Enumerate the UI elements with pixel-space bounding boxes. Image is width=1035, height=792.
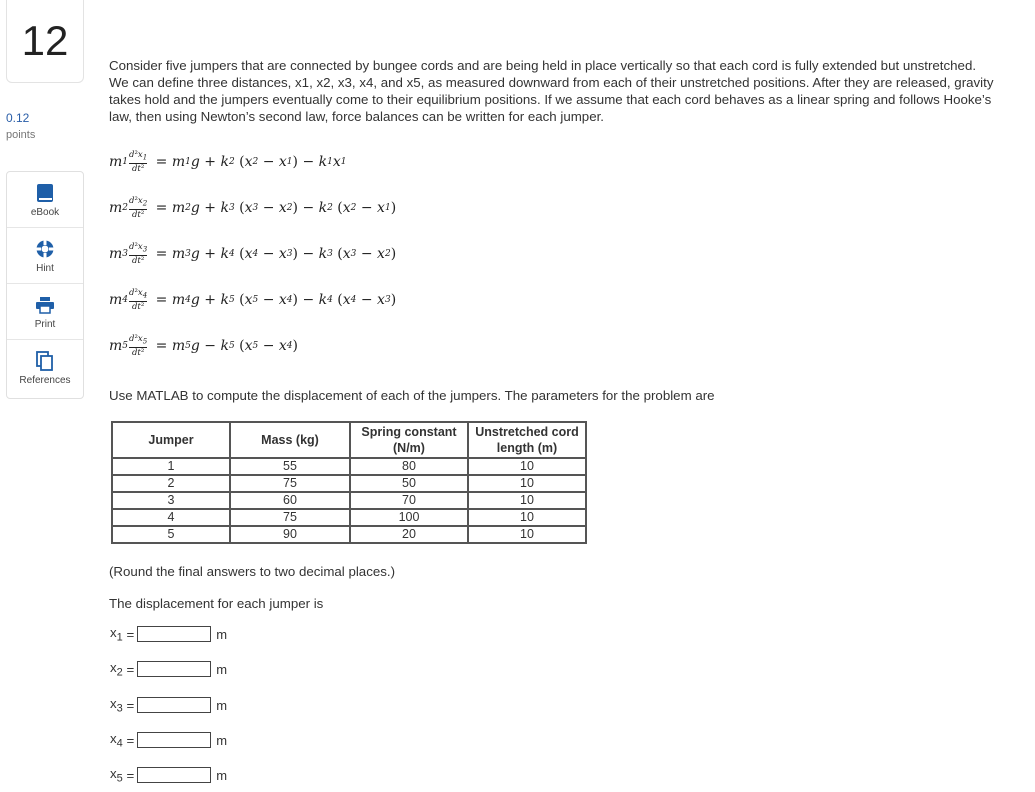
col-spring-header: Spring constant (N/m) bbox=[350, 422, 468, 458]
question-body bbox=[109, 57, 999, 785]
equals-sign: = bbox=[122, 661, 135, 677]
hint-button[interactable] bbox=[7, 228, 83, 284]
table-cell: 55 bbox=[230, 458, 350, 475]
table-cell: 10 bbox=[468, 526, 586, 543]
equals-sign: = bbox=[122, 732, 135, 748]
rounding-note: (Round the final answers to two decimal places.) bbox=[109, 564, 396, 579]
answer-input-x2[interactable] bbox=[137, 661, 211, 677]
table-cell: 100 bbox=[350, 509, 468, 526]
table-cell: 10 bbox=[468, 458, 586, 475]
table-cell: 5 bbox=[112, 526, 230, 543]
tools-panel bbox=[6, 171, 84, 399]
answer-row-x4 bbox=[110, 730, 227, 750]
lifebuoy-icon bbox=[34, 238, 56, 260]
equation-3: m 3 $\frac{d^2x_3}{\text{dt²}}$ = m 3 g + k 4 ( x 4 − x 3 ) − k 3 ( x 3 − x 2 ) bbox=[109, 242, 397, 266]
table-cell: 75 bbox=[230, 475, 350, 492]
answer-input-x5[interactable] bbox=[137, 767, 211, 783]
table-row bbox=[112, 475, 586, 492]
table-row bbox=[112, 526, 586, 543]
unit-label: m bbox=[216, 697, 228, 713]
book-icon bbox=[34, 182, 56, 204]
col-jumper-header: Jumper bbox=[112, 422, 230, 458]
unit-label: m bbox=[216, 732, 228, 748]
table-cell: 3 bbox=[112, 492, 230, 509]
printer-icon bbox=[34, 294, 56, 316]
answer-row-x1 bbox=[110, 624, 227, 644]
equation-1: m 1 $\frac{d^2x_1}{\text{dt²}}$ = m 1 g + k 2 ( x 2 − x 1 ) − k 1 x 1 bbox=[109, 150, 347, 174]
variable-label: $x_3$ bbox=[110, 695, 123, 715]
table-row bbox=[112, 458, 586, 475]
answer-row-x2 bbox=[110, 659, 227, 679]
col-mass-header: Mass (kg) bbox=[230, 422, 350, 458]
table-cell: 10 bbox=[468, 475, 586, 492]
hint-label: Hint bbox=[36, 263, 54, 274]
force-balance-equations bbox=[109, 139, 999, 369]
parameters-table bbox=[111, 421, 587, 544]
answer-input-x3[interactable] bbox=[137, 697, 211, 713]
instructions-text: Use MATLAB to compute the displacement of each of the jumpers. The parameters for the problem are bbox=[109, 388, 715, 403]
answer-row-x5 bbox=[110, 765, 227, 785]
table-cell: 80 bbox=[350, 458, 468, 475]
table-header-row bbox=[112, 422, 586, 458]
table-row bbox=[112, 509, 586, 526]
documents-icon bbox=[34, 350, 56, 372]
table-row bbox=[112, 492, 586, 509]
references-label: References bbox=[19, 375, 71, 386]
equals-sign: = bbox=[122, 767, 135, 783]
variable-label: $x_1$ bbox=[110, 624, 123, 644]
table-cell: 20 bbox=[350, 526, 468, 543]
table-cell: 1 bbox=[112, 458, 230, 475]
equation-4: m 4 $\frac{d^2x_4}{\text{dt²}}$ = m 4 g + k 5 ( x 5 − x 4 ) − k 4 ( x 4 − x 3 ) bbox=[109, 288, 397, 312]
points-value: 0.12 bbox=[6, 111, 30, 125]
unit-label: m bbox=[216, 661, 228, 677]
equation-2: m 2 $\frac{d^2x_2}{\text{dt²}}$ = m 2 g + k 3 ( x 3 − x 2 ) − k 2 ( x 2 − x 1 ) bbox=[109, 196, 397, 220]
table-cell: 10 bbox=[468, 509, 586, 526]
answer-input-x1[interactable] bbox=[137, 626, 211, 642]
variable-label: $x_4$ bbox=[110, 730, 123, 750]
question-number: 12 bbox=[6, 0, 84, 83]
variable-label: $x_2$ bbox=[110, 659, 123, 679]
col-length-header: Unstretched cord length (m) bbox=[468, 422, 586, 458]
table-cell: 60 bbox=[230, 492, 350, 509]
displacement-prompt: The displacement for each jumper is bbox=[109, 596, 324, 611]
print-label: Print bbox=[34, 319, 56, 330]
points-label: points bbox=[6, 129, 36, 141]
equals-sign: = bbox=[122, 697, 135, 713]
table-cell: 2 bbox=[112, 475, 230, 492]
table-cell: 10 bbox=[468, 492, 586, 509]
table-cell: 70 bbox=[350, 492, 468, 509]
unit-label: m bbox=[216, 626, 228, 642]
print-button[interactable] bbox=[7, 284, 83, 340]
variable-label: $x_5$ bbox=[110, 765, 123, 785]
table-cell: 50 bbox=[350, 475, 468, 492]
ebook-button[interactable] bbox=[7, 172, 83, 228]
problem-statement: Consider five jumpers that are connected by bungee cords and are being held in place vertically so that each cord is fully extended but unstretched. We can define three distances, x1, x2, x3, x4, and x5, as measured downward from each of their unstretched positions. After they are released, gravity takes hold and the jumpers eventually come to their equilibrium positions. If we assume that each cord behaves as a linear spring and follows Hooke’s law, then using Newton’s second law, force balances can be written for each jumper. bbox=[109, 58, 994, 124]
answer-row-x3 bbox=[110, 695, 227, 715]
answer-input-x4[interactable] bbox=[137, 732, 211, 748]
equation-5: m 5 $\frac{d^2x_5}{\text{dt²}}$ = m 5 g − k 5 ( x 5 − x 4 ) bbox=[109, 334, 298, 358]
ebook-label: eBook bbox=[30, 207, 60, 218]
table-cell: 75 bbox=[230, 509, 350, 526]
table-cell: 4 bbox=[112, 509, 230, 526]
references-button[interactable] bbox=[7, 340, 83, 398]
equals-sign: = bbox=[122, 626, 135, 642]
table-cell: 90 bbox=[230, 526, 350, 543]
unit-label: m bbox=[216, 767, 228, 783]
